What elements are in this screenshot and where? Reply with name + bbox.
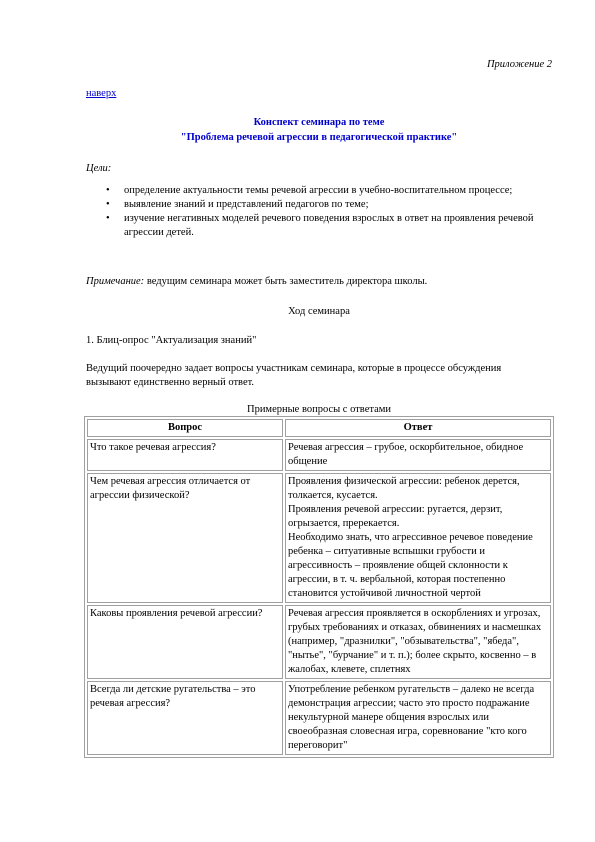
question-cell: Всегда ли детские ругательства – это речевая агрессия? [87,681,283,755]
note-text: ведущим семинара может быть заместитель директора школы. [144,276,428,287]
answer-text: Проявления речевой агрессии: ругается, дерзит, огрызается, пререкается. [288,504,503,529]
goals-heading: Цели: [86,163,112,174]
table-row [87,605,551,679]
answer-text: Проявления физической агрессии: ребенок дерется, толкается, кусается. [288,476,520,501]
table-caption: Примерные вопросы с ответами [246,404,391,415]
seminar-title-line2: "Проблема речевой агрессии в педагогической практике" [180,132,458,143]
step-1-heading: 1. Блиц-опрос "Актуализация знаний" [86,335,257,346]
table-row [87,473,551,603]
seminar-title-line1: Конспект семинара по теме [253,117,385,128]
goals-list [104,184,544,240]
note-label: Примечание: [86,276,145,287]
column-header-answer: Ответ [285,419,551,437]
goal-item: • определение актуальности темы речевой агрессии в учебно-воспитательном процессе; [104,184,544,198]
answer-cell [285,681,551,755]
column-header-question: Вопрос [87,419,283,437]
questions-answers-table [84,416,554,758]
goal-item: • изучение негативных моделей речевого поведения взрослых в ответ на проявления речевой агрессии детей. [104,212,544,240]
question-cell: Что такое речевая агрессия? [87,439,283,471]
table-row [87,681,551,755]
question-cell: Каковы проявления речевой агрессии? [87,605,283,679]
appendix-label: Приложение 2 [486,59,552,70]
seminar-progress-heading: Ход семинара [288,306,350,317]
question-cell: Чем речевая агрессия отличается от агрессии физической? [87,473,283,603]
answer-cell [285,439,551,471]
answer-text: Употребление ребенком ругательств – далеко не всегда демонстрация агрессии; часто это просто подражание некультурной манере общения взрослых или своеобразная словесная игра, соревнование "кто кого переговорит" [288,684,535,751]
table-header-row [87,419,551,437]
back-to-top-link[interactable]: наверх [86,88,117,99]
note-paragraph [86,275,427,289]
table-row [87,439,551,471]
answer-text: Речевая агрессия проявляется в оскорблениях и угрозах, грубых требованиях и отказах, обвинениях и насмешках (например, "дразнилки", "обзывательства", "ябеда", "нытье", "бурчание" и т. п.); более скрыто, косвенно – в жалобах, клевете, сплетнях [288,608,542,675]
answer-cell [285,605,551,679]
answer-text: Речевая агрессия – грубое, оскорбительное, обидное общение [288,442,524,467]
answer-text: Необходимо знать, что агрессивное речевое поведение ребенка – ситуативные вспышки грубости и агрессивность – проявление общей склонности к агрессии, в т. ч. вербальной, которая постепенно становится устойчивой личностной чертой [288,532,533,599]
goal-item: • выявление знаний и представлений педагогов по теме; [104,198,544,212]
intro-paragraph: Ведущий поочередно задает вопросы участникам семинара, которые в процессе обсуждения вызывают единственно верный ответ. [86,363,502,388]
answer-cell [285,473,551,603]
